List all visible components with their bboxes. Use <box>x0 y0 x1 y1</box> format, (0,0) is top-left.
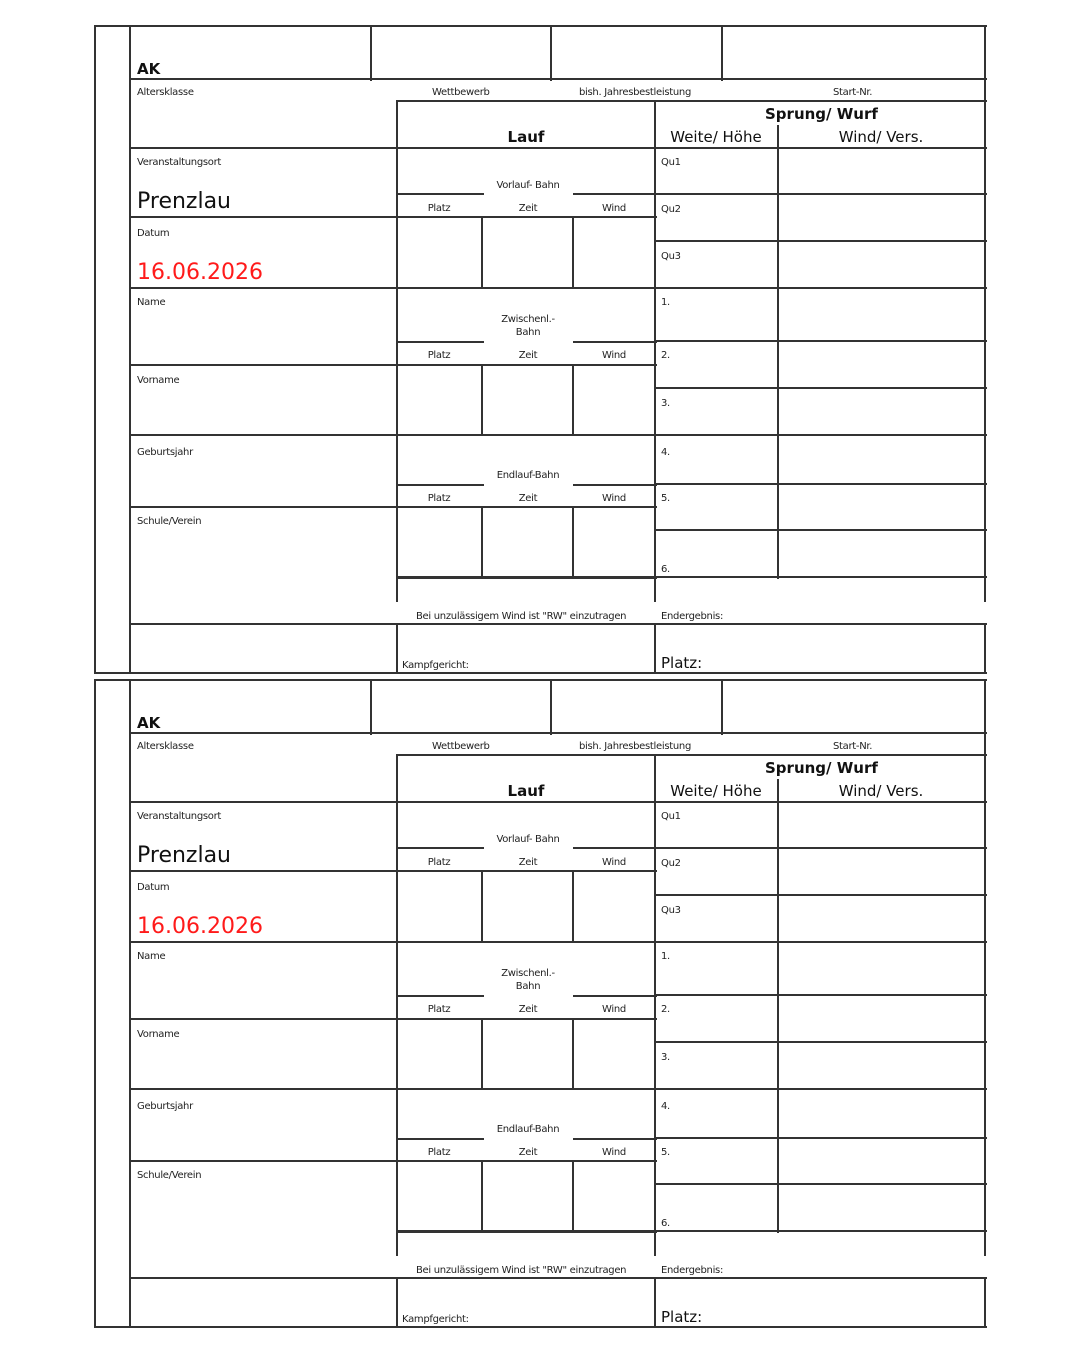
kampfgericht-field[interactable] <box>398 625 653 655</box>
attempt-label-4: 1. <box>661 951 670 962</box>
attempt-label-1: Qu1 <box>661 157 681 168</box>
divider-line <box>129 434 399 436</box>
attempt-label-3: Qu3 <box>661 905 681 916</box>
attempt-label-5: 2. <box>661 1004 670 1015</box>
vorlauf-zeit-header: Zeit <box>518 203 538 214</box>
endlauf-zeit-field[interactable] <box>483 1162 571 1230</box>
vorlauf-wind-field[interactable] <box>574 218 653 286</box>
attempt-2-wind-field[interactable] <box>779 195 983 240</box>
attempt-7-result-field[interactable] <box>678 1090 776 1137</box>
endlauf-bahn-label: Endlauf-Bahn <box>496 1124 560 1135</box>
attempt-6-result-field[interactable] <box>678 1043 776 1088</box>
divider-line <box>396 576 987 578</box>
attempt-9-result-field[interactable] <box>678 1185 776 1230</box>
attempt-5-result-field[interactable] <box>678 996 776 1041</box>
attempt-label-2: Qu2 <box>661 858 681 869</box>
vorlauf-zeit-header: Zeit <box>518 857 538 868</box>
attempt-label-1: Qu1 <box>661 811 681 822</box>
vorlauf-platz-field[interactable] <box>398 872 480 940</box>
ak-label: AK <box>137 714 161 732</box>
divider-line <box>396 287 657 289</box>
divider-line <box>396 941 657 943</box>
vorlauf-zeit-field[interactable] <box>483 872 571 940</box>
divider-line <box>396 341 484 343</box>
attempt-8-result-field[interactable] <box>678 485 776 529</box>
outer-border-bottom <box>94 1326 987 1328</box>
attempt-1-result-field[interactable] <box>678 149 776 193</box>
attempt-4-result-field[interactable] <box>678 289 776 340</box>
vorname-field[interactable] <box>131 1049 395 1087</box>
schule-verein-label: Schule/Verein <box>137 1170 202 1181</box>
datum-value: 16.06.2026 <box>137 260 263 285</box>
attempt-1-wind-field[interactable] <box>779 803 983 847</box>
endlauf-zeit-header: Zeit <box>518 493 538 504</box>
endlauf-zeit-header: Zeit <box>518 1147 538 1158</box>
endlauf-zeit-field[interactable] <box>483 508 571 576</box>
outer-border-left <box>94 679 96 1328</box>
attempt-label-7: 4. <box>661 447 670 458</box>
attempt-7-result-field[interactable] <box>678 436 776 483</box>
attempt-label-6: 3. <box>661 398 670 409</box>
wind-vers-header: Wind/ Vers. <box>838 128 924 146</box>
zwischenlauf-wind-header: Wind <box>602 350 626 361</box>
attempt-2-wind-field[interactable] <box>779 849 983 894</box>
datum-value: 16.06.2026 <box>137 914 263 939</box>
geburtsjahr-label: Geburtsjahr <box>137 1101 193 1112</box>
platz-label: Platz: <box>661 1308 703 1326</box>
outer-border-right <box>984 679 986 757</box>
right-border <box>984 100 986 602</box>
attempt-6-wind-field[interactable] <box>779 389 983 434</box>
divider-line <box>129 870 399 872</box>
divider-line <box>573 341 657 343</box>
endlauf-platz-field[interactable] <box>398 508 480 576</box>
divider-line <box>654 1277 656 1328</box>
divider-line <box>129 364 399 366</box>
jahresbestleistung-field[interactable] <box>552 27 720 78</box>
datum-label: Datum <box>137 882 170 893</box>
veranstaltungsort-value: Prenzlau <box>137 189 232 214</box>
header-top-line <box>396 754 987 756</box>
attempt-8-wind-field[interactable] <box>779 485 983 529</box>
vorlauf-bahn-label: Vorlauf- Bahn <box>496 180 560 191</box>
kampfgericht-field[interactable] <box>398 1279 653 1309</box>
startnr-field[interactable] <box>723 681 983 732</box>
vorname-label: Vorname <box>137 1029 180 1040</box>
schule-verein-field[interactable] <box>131 535 395 621</box>
endlauf-wind-header: Wind <box>602 1147 626 1158</box>
divider-line <box>573 484 657 486</box>
attempt-4-result-field[interactable] <box>678 943 776 994</box>
attempt-label-5: 2. <box>661 350 670 361</box>
attempt-4-wind-field[interactable] <box>779 943 983 994</box>
schule-verein-label: Schule/Verein <box>137 516 202 527</box>
endlauf-wind-header: Wind <box>602 493 626 504</box>
zwischenlauf-label: Zwischenl.- <box>501 968 555 979</box>
vorlauf-wind-header: Wind <box>602 203 626 214</box>
altersklasse-label: Altersklasse <box>137 87 194 98</box>
attempt-7-wind-field[interactable] <box>779 1090 983 1137</box>
weite-hoehe-header: Weite/ Höhe <box>670 128 762 146</box>
sprung-wurf-header: Sprung/ Wurf <box>765 759 878 777</box>
attempt-label-2: Qu2 <box>661 204 681 215</box>
zwischenlauf-wind-field[interactable] <box>574 366 653 434</box>
attempt-label-3: Qu3 <box>661 251 681 262</box>
ak-label: AK <box>137 60 161 78</box>
startnr-label: Start-Nr. <box>833 87 873 98</box>
zwischenlauf-platz-field[interactable] <box>398 366 480 434</box>
endlauf-platz-header: Platz <box>427 493 451 504</box>
divider-line <box>573 1138 657 1140</box>
endlauf-wind-field[interactable] <box>574 508 653 576</box>
platz-field[interactable] <box>700 1279 983 1325</box>
jahresbestleistung-field[interactable] <box>552 681 720 732</box>
zwischenlauf-zeit-field[interactable] <box>483 1020 571 1088</box>
endergebnis-label: Endergebnis: <box>661 1265 724 1276</box>
vorlauf-platz-field[interactable] <box>398 218 480 286</box>
sprung-wurf-header: Sprung/ Wurf <box>765 105 878 123</box>
divider-line <box>573 193 657 195</box>
attempt-2-result-field[interactable] <box>678 195 776 240</box>
attempt-3-wind-field[interactable] <box>779 896 983 941</box>
platz-label: Platz: <box>661 654 703 672</box>
attempt-label-9: 6. <box>661 564 670 575</box>
divider-line <box>396 484 484 486</box>
divider-line <box>573 995 657 997</box>
attempt-4-wind-field[interactable] <box>779 289 983 340</box>
attempt-7-wind-field[interactable] <box>779 436 983 483</box>
attempt-label-7: 4. <box>661 1101 670 1112</box>
divider-line <box>129 216 399 218</box>
vorlauf-platz-header: Platz <box>427 203 451 214</box>
name-field[interactable] <box>131 969 395 1017</box>
attempt-9-wind-field[interactable] <box>779 1185 983 1230</box>
divider-line <box>396 995 484 997</box>
veranstaltungsort-value: Prenzlau <box>137 843 232 868</box>
wettbewerb-field[interactable] <box>372 681 549 732</box>
datum-label: Datum <box>137 228 170 239</box>
weite-hoehe-header: Weite/ Höhe <box>670 782 762 800</box>
attempt-label-4: 1. <box>661 297 670 308</box>
wettbewerb-label: Wettbewerb <box>432 87 490 98</box>
vorname-field[interactable] <box>131 395 395 433</box>
right-border <box>984 754 986 1256</box>
zwischenlauf-bahn-label: Bahn <box>515 981 541 992</box>
divider-line <box>129 506 399 508</box>
zwischenlauf-zeit-header: Zeit <box>518 1004 538 1015</box>
attempt-1-wind-field[interactable] <box>779 149 983 193</box>
attempt-9-wind-field[interactable] <box>779 531 983 576</box>
geburtsjahr-field[interactable] <box>131 466 395 505</box>
divider-line <box>573 847 657 849</box>
name-field[interactable] <box>131 315 395 363</box>
vorlauf-bahn-label: Vorlauf- Bahn <box>496 834 560 845</box>
vorlauf-zeit-field[interactable] <box>483 218 571 286</box>
attempt-label-9: 6. <box>661 1218 670 1229</box>
divider-line <box>129 287 399 289</box>
attempt-8-result-field[interactable] <box>678 1139 776 1183</box>
outer-border-right <box>984 25 986 103</box>
divider-line <box>396 1230 987 1232</box>
divider-line <box>984 1277 986 1328</box>
attempt-label-8: 5. <box>661 1147 670 1158</box>
divider-line <box>396 434 657 436</box>
attempt-label-6: 3. <box>661 1052 670 1063</box>
divider-line <box>396 1088 657 1090</box>
attempt-3-result-field[interactable] <box>678 242 776 287</box>
wind-vers-header: Wind/ Vers. <box>838 782 924 800</box>
competition-card-2 <box>0 654 1080 1326</box>
vorlauf-wind-field[interactable] <box>574 872 653 940</box>
startnr-field[interactable] <box>723 27 983 78</box>
zwischenlauf-platz-header: Platz <box>427 1004 451 1015</box>
endlauf-bahn-label: Endlauf-Bahn <box>496 470 560 481</box>
geburtsjahr-label: Geburtsjahr <box>137 447 193 458</box>
endergebnis-label: Endergebnis: <box>661 611 724 622</box>
divider-line <box>396 193 484 195</box>
zwischenlauf-zeit-header: Zeit <box>518 350 538 361</box>
attempt-1-result-field[interactable] <box>678 803 776 847</box>
divider-line <box>129 1088 399 1090</box>
signature-field[interactable] <box>131 1279 395 1325</box>
zwischenlauf-wind-header: Wind <box>602 1004 626 1015</box>
schule-verein-field[interactable] <box>131 1189 395 1275</box>
veranstaltungsort-label: Veranstaltungsort <box>137 811 222 822</box>
attempt-3-result-field[interactable] <box>678 896 776 941</box>
lauf-header: Lauf <box>507 782 545 800</box>
divider-line <box>129 941 399 943</box>
veranstaltungsort-label: Veranstaltungsort <box>137 157 222 168</box>
wettbewerb-label: Wettbewerb <box>432 741 490 752</box>
name-label: Name <box>137 297 166 308</box>
geburtsjahr-field[interactable] <box>131 1120 395 1159</box>
attempt-5-result-field[interactable] <box>678 342 776 387</box>
zwischenlauf-label: Zwischenl.- <box>501 314 555 325</box>
outer-border-left <box>94 25 96 674</box>
attempt-5-wind-field[interactable] <box>779 342 983 387</box>
attempt-5-wind-field[interactable] <box>779 996 983 1041</box>
divider-line <box>129 1160 399 1162</box>
divider-line <box>396 1138 484 1140</box>
kampfgericht-label: Kampfgericht: <box>402 660 469 671</box>
wettbewerb-field[interactable] <box>372 27 549 78</box>
attempt-6-result-field[interactable] <box>678 389 776 434</box>
zwischenlauf-zeit-field[interactable] <box>483 366 571 434</box>
wind-note: Bei unzulässigem Wind ist "RW" einzutragen <box>416 1265 627 1276</box>
zwischenlauf-platz-field[interactable] <box>398 1020 480 1088</box>
attempt-3-wind-field[interactable] <box>779 242 983 287</box>
endlauf-platz-field[interactable] <box>398 1162 480 1230</box>
name-label: Name <box>137 951 166 962</box>
attempt-6-wind-field[interactable] <box>779 1043 983 1088</box>
zwischenlauf-wind-field[interactable] <box>574 1020 653 1088</box>
attempt-9-result-field[interactable] <box>678 531 776 576</box>
attempt-8-wind-field[interactable] <box>779 1139 983 1183</box>
attempt-2-result-field[interactable] <box>678 849 776 894</box>
lauf-header: Lauf <box>507 128 545 146</box>
startnr-label: Start-Nr. <box>833 741 873 752</box>
jahresbestleistung-label: bish. Jahresbestleistung <box>579 87 691 98</box>
divider-line <box>396 847 484 849</box>
vorlauf-platz-header: Platz <box>427 857 451 868</box>
wind-note: Bei unzulässigem Wind ist "RW" einzutragen <box>416 611 627 622</box>
competition-card-1 <box>0 0 1080 672</box>
attempt-label-8: 5. <box>661 493 670 504</box>
vorlauf-wind-header: Wind <box>602 857 626 868</box>
divider-line <box>129 1018 399 1020</box>
endlauf-wind-field[interactable] <box>574 1162 653 1230</box>
altersklasse-label: Altersklasse <box>137 741 194 752</box>
zwischenlauf-bahn-label: Bahn <box>515 327 541 338</box>
header-top-line <box>396 100 987 102</box>
jahresbestleistung-label: bish. Jahresbestleistung <box>579 741 691 752</box>
kampfgericht-label: Kampfgericht: <box>402 1314 469 1325</box>
endlauf-platz-header: Platz <box>427 1147 451 1158</box>
vorname-label: Vorname <box>137 375 180 386</box>
zwischenlauf-platz-header: Platz <box>427 350 451 361</box>
